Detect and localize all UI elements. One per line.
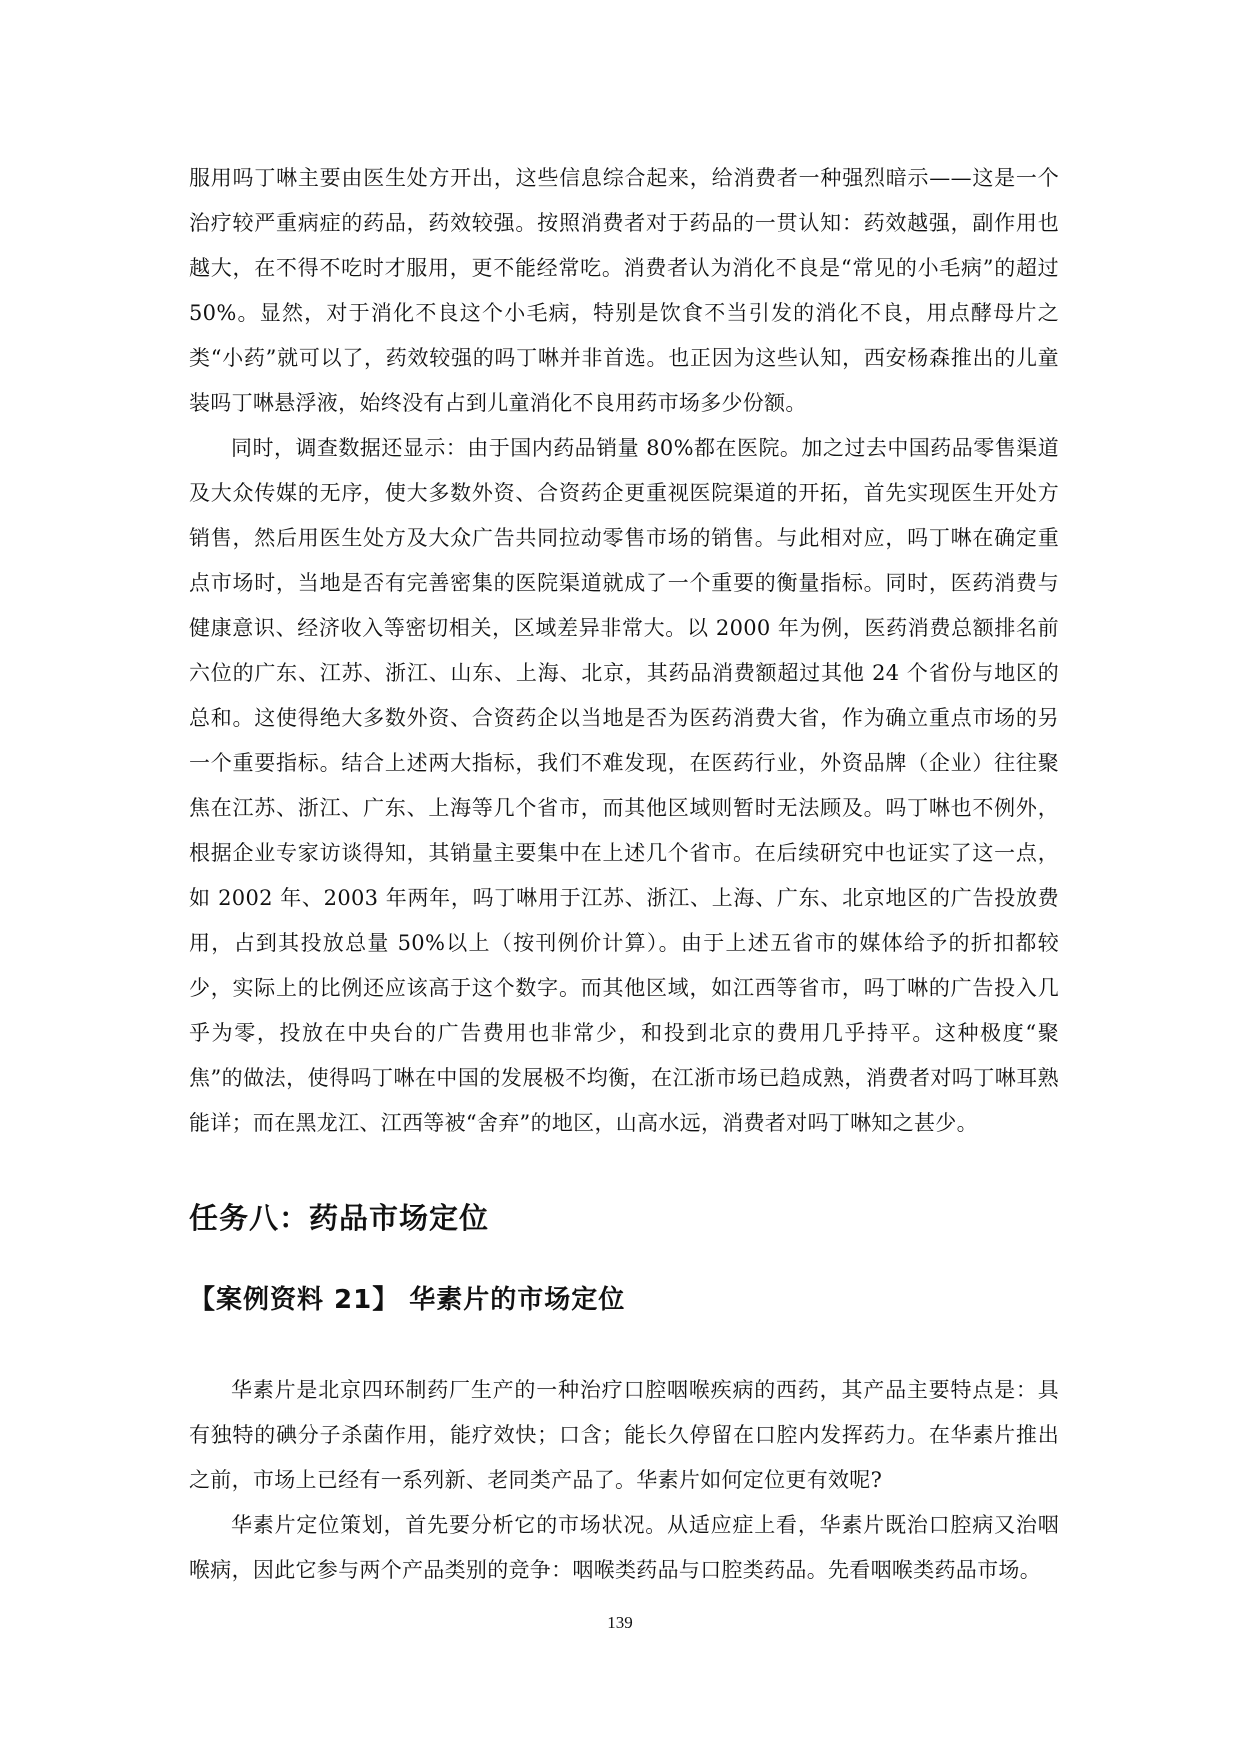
task-heading: 任务八：药品市场定位 [189, 1201, 490, 1235]
page-body [189, 156, 1059, 1593]
case-heading: 【案例资料 21】 华素片的市场定位 [189, 1285, 626, 1315]
page-number: 139 [607, 1613, 633, 1632]
body-paragraph-4: 华素片定位策划，首先要分析它的市场状况。从适应症上看，华素片既治口腔病又治咽喉病，因此它参与两个产品类别的竞争：咽喉类药品与口腔类药品。先看咽喉类药品市场。 [189, 1513, 1059, 1582]
body-paragraph-2: 同时，调查数据还显示：由于国内药品销量 80%都在医院。加之过去中国药品零售渠道及大众传媒的无序，使大多数外资、合资药企更重视医院渠道的开拓，首先实现医生开处方销售，然后用医生处方及大众广告共同拉动零售市场的销售。与此相对应，吗丁啉在确定重点市场时，当地是否有完善密集的医院渠道就成了一个重要的衡量指标。同时，医药消费与健康意识、经济收入等密切相关，区域差异非常大。以 2000 年为例，医药消费总额排名前六位的广东、江苏、浙江、山东、上海、北京，其药品消费额超过其他 24 个省份与地区的总和。这使得绝大多数外资、合资药企以当地是否为医药消费大省，作为确立重点市场的另一个重要指标。结合上述两大指标，我们不难发现，在医药行业，外资品牌（企业）往往聚焦在江苏、浙江、广东、上海等几个省市，而其他区域则暂时无法顾及。吗丁啉也不例外，根据企业专家访谈得知，其销量主要集中在上述几个省市。在后续研究中也证实了这一点，如 2002 年、2003 年两年，吗丁啉用于江苏、浙江、上海、广东、北京地区的广告投放费用，占到其投放总量 50%以上（按刊例价计算）。由于上述五省市的媒体给予的折扣都较少，实际上的比例还应该高于这个数字。而其他区域，如江西等省市，吗丁啉的广告投入几乎为零，投放在中央台的广告费用也非常少，和投到北京的费用几乎持平。这种极度“聚焦”的做法，使得吗丁啉在中国的发展极不均衡，在江浙市场已趋成熟，消费者对吗丁啉耳熟能详；而在黑龙江、江西等被“舍弃”的地区，山高水远，消费者对吗丁啉知之甚少。 [189, 436, 1059, 1135]
body-paragraph-1: 服用吗丁啉主要由医生处方开出，这些信息综合起来，给消费者一种强烈暗示——这是一个治疗较严重病症的药品，药效较强。按照消费者对于药品的一贯认知：药效越强，副作用也越大，在不得不吃时才服用，更不能经常吃。消费者认为消化不良是“常见的小毛病”的超过 50%。显然，对于消化不良这个小毛病，特别是饮食不当引发的消化不良，用点酵母片之类“小药”就可以了，药效较强的吗丁啉并非首选。也正因为这些认知，西安杨森推出的儿童装吗丁啉悬浮液，始终没有占到儿童消化不良用药市场多少份额。 [189, 166, 1059, 415]
body-paragraph-3: 华素片是北京四环制药厂生产的一种治疗口腔咽喉疾病的西药，其产品主要特点是：具有独特的碘分子杀菌作用，能疗效快；口含；能长久停留在口腔内发挥药力。在华素片推出之前，市场上已经有一系列新、老同类产品了。华素片如何定位更有效呢? [189, 1378, 1059, 1492]
